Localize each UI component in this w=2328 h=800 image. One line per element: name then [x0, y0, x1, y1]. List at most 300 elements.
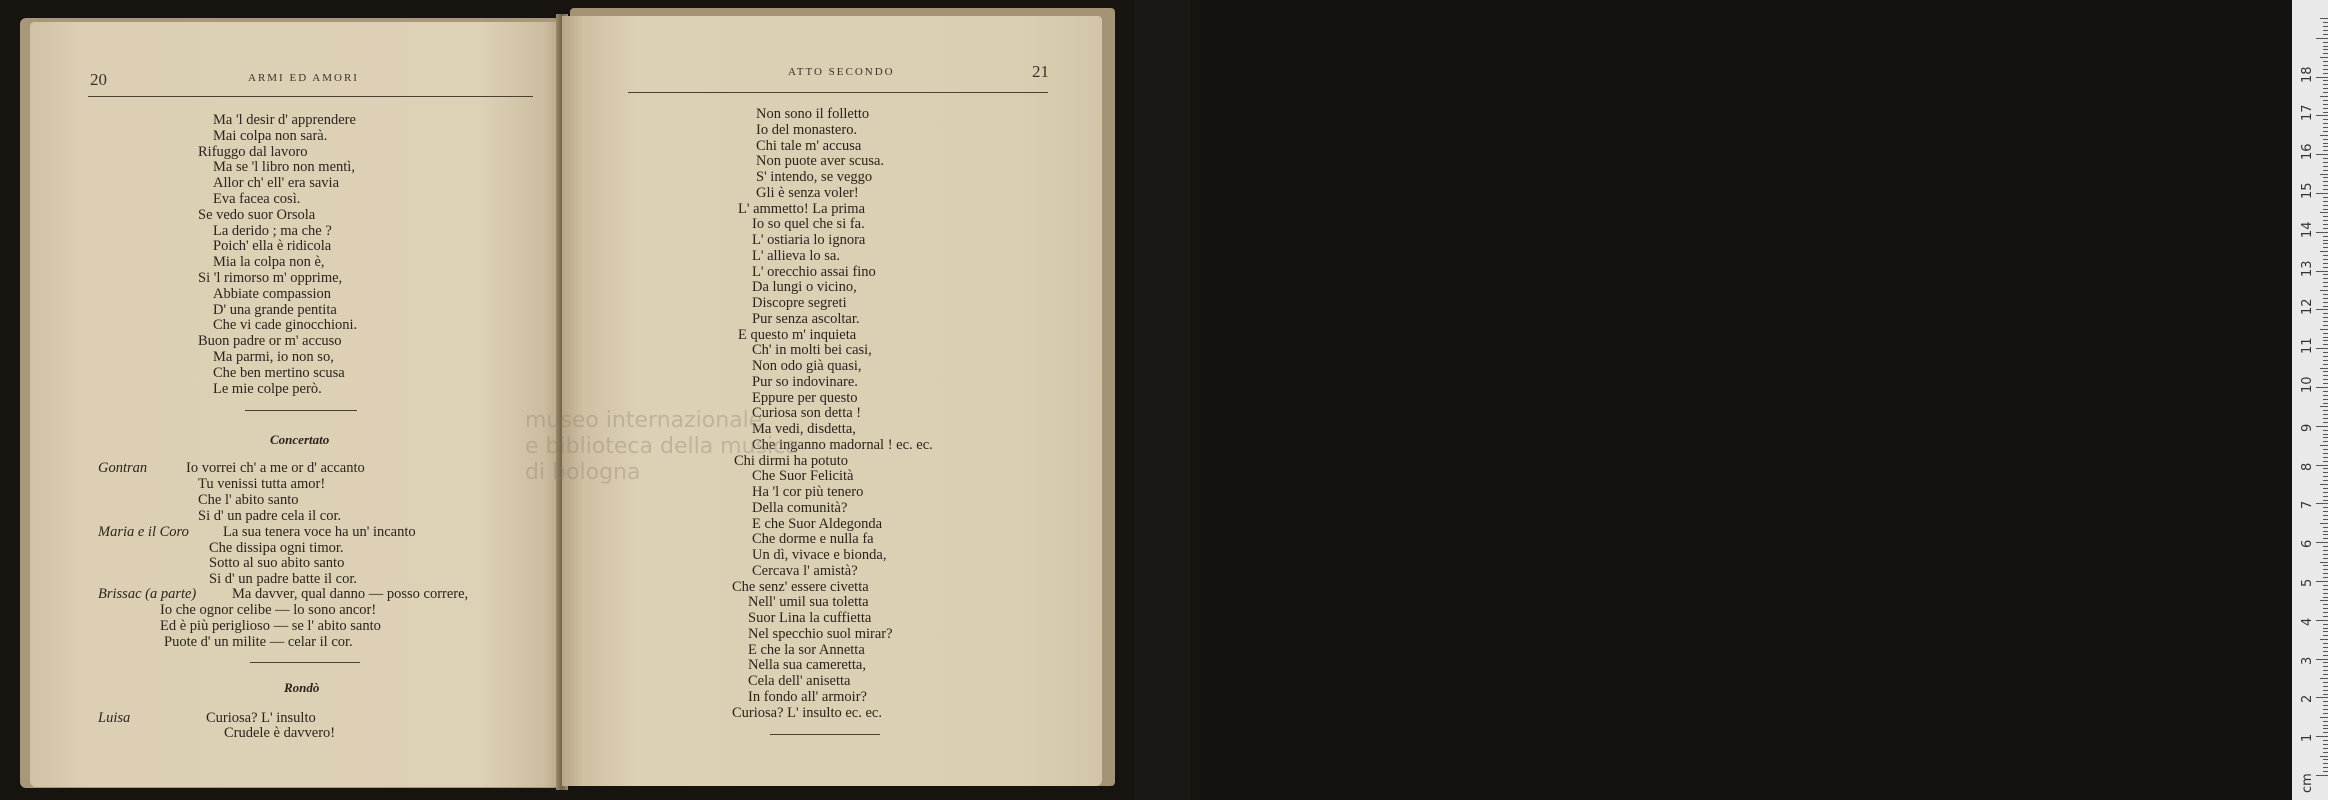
- ruler-tick: [2323, 457, 2328, 458]
- ruler-tick: [2323, 670, 2328, 671]
- ruler-tick: [2323, 286, 2328, 287]
- ruler-tick: [2323, 732, 2328, 733]
- ruler-tick: [2323, 139, 2328, 140]
- ruler-number: 4: [2300, 617, 2315, 626]
- ruler-tick: [2323, 383, 2328, 384]
- ruler-tick: [2320, 96, 2328, 97]
- verse-line: Cela dell' anisetta: [748, 673, 851, 689]
- verse-line: Nel specchio suol mirar?: [748, 625, 893, 642]
- ruler-tick: [2323, 84, 2328, 85]
- ruler-tick: [2316, 542, 2328, 543]
- section-title-concertato: Concertato: [270, 432, 330, 447]
- ruler-number: 16: [2300, 143, 2315, 161]
- ruler-tick: [2323, 216, 2328, 217]
- ruler-tick: [2323, 748, 2328, 749]
- ruler-tick: [2323, 554, 2328, 555]
- verse-line: Pur senza ascoltar.: [752, 310, 860, 327]
- ruler-tick: [2323, 344, 2328, 345]
- ruler-tick: [2323, 531, 2328, 532]
- ruler-tick: [2323, 403, 2328, 404]
- ruler-tick: [2316, 348, 2328, 349]
- ruler-tick: [2323, 647, 2328, 648]
- ruler-tick: [2323, 340, 2328, 341]
- ruler-tick: [2323, 201, 2328, 202]
- left-page: [30, 22, 560, 787]
- ruler-tick: [2323, 34, 2328, 35]
- verse-line: Tu venissi tutta amor!: [198, 476, 326, 492]
- ruler-tick: [2323, 705, 2328, 706]
- ruler-tick: [2323, 127, 2328, 128]
- ruler-tick: [2323, 725, 2328, 726]
- ruler-tick: [2323, 263, 2328, 264]
- ruler-tick: [2323, 662, 2328, 663]
- ruler-tick: [2323, 302, 2328, 303]
- ruler-tick: [2320, 756, 2328, 757]
- verse-line: Eva facea così.: [213, 191, 301, 207]
- ruler-tick: [2323, 468, 2328, 469]
- ruler-tick: [2323, 243, 2328, 244]
- ruler-tick: [2323, 224, 2328, 225]
- verse-line: Non puote aver scusa.: [756, 153, 885, 170]
- ruler-tick: [2323, 511, 2328, 512]
- verse-line: Allor ch' ell' era savia: [213, 175, 340, 192]
- verse-line: Della comunità?: [752, 499, 848, 516]
- ruler-tick: [2323, 333, 2328, 334]
- ruler-tick: [2323, 593, 2328, 594]
- verse-line: L' ammetto! La prima: [738, 200, 866, 217]
- verse-line: Ma se 'l libro non mentì,: [213, 159, 355, 176]
- verse-line: Se vedo suor Orsola: [198, 206, 316, 223]
- verse-line: Le mie colpe però.: [213, 380, 322, 397]
- ruler-tick: [2323, 364, 2328, 365]
- verse-line: Io che ognor celibe — lo sono ancor!: [160, 602, 377, 618]
- ruler-tick: [2323, 73, 2328, 74]
- ruler-tick: [2323, 150, 2328, 151]
- ruler-tick: [2323, 399, 2328, 400]
- ruler-tick: [2323, 104, 2328, 105]
- ruler-tick: [2323, 185, 2328, 186]
- ruler-tick: [2320, 290, 2328, 291]
- ruler-tick: [2323, 721, 2328, 722]
- verse-line: La sua tenera voce ha un' incanto: [223, 524, 416, 540]
- ruler-tick: [2323, 112, 2328, 113]
- ruler-tick: [2316, 659, 2328, 660]
- ruler-number: 18: [2300, 66, 2315, 83]
- ruler-tick: [2323, 391, 2328, 392]
- verse-line: Pur so indovinare.: [752, 373, 858, 390]
- ruler-tick: [2323, 628, 2328, 629]
- ruler-tick: [2316, 38, 2328, 39]
- verse-line: Gli è senza voler!: [756, 184, 859, 201]
- ruler-number: 14: [2300, 221, 2315, 238]
- ruler-tick: [2323, 519, 2328, 520]
- verse-line: Rifuggo dal lavoro: [198, 143, 308, 160]
- ruler-tick: [2320, 717, 2328, 718]
- ruler-tick: [2323, 682, 2328, 683]
- verse-line: Buon padre or m' accuso: [198, 333, 342, 350]
- verse-line: Che Suor Felicità: [752, 468, 854, 485]
- ruler-tick: [2320, 445, 2328, 446]
- ruler-number: 6: [2300, 539, 2315, 549]
- ruler-tick: [2316, 193, 2328, 194]
- speaker-maria-coro: Maria e il Coro: [98, 524, 189, 540]
- ruler-tick: [2323, 360, 2328, 361]
- ruler-tick: [2323, 166, 2328, 167]
- ruler-tick: [2323, 410, 2328, 411]
- ruler-tick: [2323, 515, 2328, 516]
- ruler-number: 9: [2300, 423, 2315, 432]
- ruler-tick: [2323, 80, 2328, 81]
- verse-line: Ma parmi, io non so,: [213, 349, 334, 365]
- ruler-tick: [2323, 26, 2328, 27]
- ruler-tick: [2316, 77, 2328, 78]
- verse-line: Che vi cade ginocchioni.: [213, 317, 358, 334]
- header-rule-right: [628, 92, 1048, 93]
- ruler-tick: [2323, 143, 2328, 144]
- ruler-tick: [2323, 197, 2328, 198]
- verse-line: Abbiate compassion: [213, 285, 331, 302]
- ruler-number: 15: [2300, 182, 2315, 199]
- ruler-tick: [2323, 100, 2328, 101]
- ruler-tick: [2320, 57, 2328, 58]
- ruler-tick: [2323, 337, 2328, 338]
- ruler-tick: [2323, 763, 2328, 764]
- ruler-tick: [2320, 368, 2328, 369]
- ruler-tick: [2323, 573, 2328, 574]
- verse-line: L' allieva lo sa.: [752, 247, 840, 264]
- ruler-tick: [2323, 418, 2328, 419]
- ruler-tick: [2320, 135, 2328, 136]
- verse-line: Che ben mertino scusa: [213, 364, 345, 381]
- ruler-tick: [2316, 736, 2328, 737]
- ruler-tick: [2320, 18, 2328, 19]
- ruler-tick: [2323, 375, 2328, 376]
- verse-line: E questo m' inquieta: [738, 326, 857, 343]
- ruler-tick: [2323, 69, 2328, 70]
- ruler-tick: [2323, 379, 2328, 380]
- ruler-tick: [2320, 212, 2328, 213]
- ruler-tick: [2323, 430, 2328, 431]
- ruler-tick: [2323, 597, 2328, 598]
- ruler-tick: [2323, 158, 2328, 159]
- ruler-tick: [2323, 538, 2328, 539]
- verse-line: Io vorrei ch' a me or d' accanto: [186, 460, 365, 476]
- ruler-tick: [2323, 371, 2328, 372]
- ruler-tick: [2323, 441, 2328, 442]
- ruler-tick: [2323, 325, 2328, 326]
- ruler-number: 1: [2300, 733, 2315, 743]
- ruler-tick: [2323, 255, 2328, 256]
- ruler-tick: [2323, 414, 2328, 415]
- ruler-tick: [2323, 608, 2328, 609]
- ruler-tick: [2323, 422, 2328, 423]
- ruler-tick: [2320, 329, 2328, 330]
- ruler-number: 12: [2300, 298, 2315, 316]
- ruler-tick: [2320, 174, 2328, 175]
- ruler-tick: [2316, 581, 2328, 582]
- verse-line: Eppure per questo: [752, 389, 858, 406]
- ruler-tick: [2323, 236, 2328, 237]
- verse-line: S' intendo, se veggo: [756, 169, 873, 185]
- ruler-tick: [2323, 274, 2328, 275]
- ruler-tick: [2323, 162, 2328, 163]
- ruler-tick: [2323, 752, 2328, 753]
- end-divider: [770, 734, 880, 735]
- ruler-number: 8: [2300, 462, 2315, 471]
- ruler-tick: [2320, 639, 2328, 640]
- ruler-tick: [2323, 119, 2328, 120]
- ruler-tick: [2323, 228, 2328, 229]
- ruler-tick: [2316, 697, 2328, 698]
- ruler-tick: [2323, 492, 2328, 493]
- ruler-tick: [2316, 620, 2328, 621]
- ruler-tick: [2320, 523, 2328, 524]
- ruler-tick: [2323, 577, 2328, 578]
- ruler-number: 2: [2300, 695, 2315, 704]
- ruler-tick: [2323, 42, 2328, 43]
- ruler-tick: [2323, 694, 2328, 695]
- ruler-tick: [2323, 61, 2328, 62]
- ruler-tick: [2323, 177, 2328, 178]
- ruler-tick: [2323, 461, 2328, 462]
- verse-line: Io so quel che si fa.: [752, 216, 865, 233]
- verse-line: Si 'l rimorso m' opprime,: [198, 270, 343, 286]
- header-rule-left: [88, 96, 533, 97]
- verse-line: Curiosa? L' insulto ec. ec.: [732, 704, 882, 721]
- section-divider: [250, 662, 360, 663]
- ruler-number: 11: [2300, 337, 2315, 355]
- verse-line: Ha 'l cor più tenero: [752, 484, 864, 500]
- ruler-tick: [2323, 131, 2328, 132]
- ruler-tick: [2323, 713, 2328, 714]
- verse-line: Mai colpa non sarà.: [213, 127, 328, 144]
- verse-line: Ch' in molti bei casi,: [752, 342, 872, 359]
- ruler-tick: [2323, 624, 2328, 625]
- ruler-tick: [2323, 259, 2328, 260]
- right-page: [562, 16, 1102, 786]
- verse-line: Si d' un padre batte il cor.: [209, 571, 357, 587]
- ruler-tick: [2323, 643, 2328, 644]
- ruler-tick: [2323, 604, 2328, 605]
- verse-line: Non sono il folletto: [756, 106, 870, 122]
- ruler-tick: [2323, 655, 2328, 656]
- ruler-tick: [2316, 154, 2328, 155]
- ruler-tick: [2323, 53, 2328, 54]
- ruler-tick: [2323, 205, 2328, 206]
- ruler-tick: [2323, 294, 2328, 295]
- verse-line: Puote d' un milite — celar il cor.: [164, 634, 353, 650]
- ruler-tick: [2323, 651, 2328, 652]
- ruler-tick: [2323, 317, 2328, 318]
- verse-line: Cercava l' amistà?: [752, 562, 858, 579]
- ruler-tick: [2323, 500, 2328, 501]
- verse-line: L' ostiaria lo ignora: [752, 232, 866, 248]
- ruler-tick: [2323, 453, 2328, 454]
- verse-line: Discopre segreti: [752, 295, 847, 311]
- ruler-tick: [2323, 49, 2328, 50]
- verse-line: In fondo all' armoir?: [748, 688, 867, 705]
- ruler-tick: [2323, 534, 2328, 535]
- measuring-ruler: [1134, 0, 2315, 800]
- ruler-tick: [2323, 472, 2328, 473]
- ruler-tick: [2323, 728, 2328, 729]
- ruler-tick: [2323, 220, 2328, 221]
- verse-line: Sotto al suo abito santo: [209, 555, 345, 571]
- ruler-tick: [2320, 678, 2328, 679]
- verse-line: Un dì, vivace e bionda,: [752, 547, 887, 563]
- verse-line: Chi tale m' accusa: [756, 137, 862, 154]
- ruler-tick: [2323, 550, 2328, 551]
- ruler-tick: [2316, 465, 2328, 466]
- page-number-right: 21: [1032, 62, 1049, 81]
- verse-line: Nella sua cameretta,: [748, 657, 866, 674]
- ruler-tick: [2323, 558, 2328, 559]
- ruler-tick: [2323, 395, 2328, 396]
- ruler-tick: [2316, 232, 2328, 233]
- verse-line: Mia la colpa non è,: [213, 254, 325, 271]
- watermark-line-1: museo internazionale: [525, 408, 763, 433]
- verse-line: Che l' abito santo: [198, 492, 299, 508]
- ruler-tick: [2323, 565, 2328, 566]
- ruler-tick: [2320, 600, 2328, 601]
- speaker-gontran: Gontran: [98, 460, 148, 476]
- verse-line: Che dorme e nulla fa: [752, 531, 874, 548]
- ruler-tick: [2323, 189, 2328, 190]
- ruler-tick: [2323, 612, 2328, 613]
- ruler-tick: [2320, 251, 2328, 252]
- verse-line: Che inganno madornal ! ec. ec.: [752, 436, 933, 453]
- section-title-rondo: Rondò: [284, 680, 320, 695]
- ruler-tick: [2323, 123, 2328, 124]
- ruler-number: 13: [2300, 260, 2315, 277]
- ruler-tick: [2323, 674, 2328, 675]
- ruler-strip: [2292, 0, 2328, 800]
- verse-line: Ma davver, qual danno — posso correre,: [232, 586, 469, 602]
- verse-line: Io del monastero.: [756, 121, 858, 138]
- verse-line: Suor Lina la cuffietta: [748, 610, 872, 626]
- running-head-right: ATTO SECONDO: [788, 66, 895, 78]
- verse-line: Nell' umil sua toletta: [748, 594, 869, 611]
- speaker-luisa: Luisa: [98, 710, 131, 726]
- ruler-tick: [2323, 759, 2328, 760]
- ruler-tick: [2323, 437, 2328, 438]
- ruler-tick: [2323, 46, 2328, 47]
- ruler-tick: [2323, 476, 2328, 477]
- ruler-tick: [2323, 569, 2328, 570]
- verse-line: Non odo già quasi,: [752, 358, 862, 374]
- verse-line: E che la sor Annetta: [748, 641, 865, 658]
- ruler-tick: [2323, 488, 2328, 489]
- watermark-line-2: e biblioteca della musica: [525, 434, 799, 459]
- verse-line: Ma vedi, disdetta,: [752, 421, 856, 437]
- ruler-tick: [2323, 449, 2328, 450]
- ruler-tick: [2323, 306, 2328, 307]
- ruler-tick: [2323, 92, 2328, 93]
- verse-line: D' una grande pentita: [213, 301, 337, 318]
- ruler-tick: [2323, 701, 2328, 702]
- ruler-tick: [2323, 247, 2328, 248]
- ruler-tick: [2323, 313, 2328, 314]
- ruler-tick: [2323, 282, 2328, 283]
- verse-line: Chi dirmi ha potuto: [734, 452, 848, 469]
- ruler-tick: [2316, 115, 2328, 116]
- ruler-tick: [2323, 88, 2328, 89]
- verse-line: E che Suor Aldegonda: [752, 515, 883, 532]
- verse-line: Si d' un padre cela il cor.: [198, 508, 342, 524]
- ruler-tick: [2323, 146, 2328, 147]
- ruler-number: 5: [2300, 578, 2315, 587]
- ruler-tick: [2323, 65, 2328, 66]
- ruler-tick: [2316, 503, 2328, 504]
- ruler-tick: [2323, 321, 2328, 322]
- ruler-number: 7: [2300, 501, 2315, 510]
- watermark-line-3: di bologna: [525, 460, 641, 485]
- verse-line: Ma 'l desir d' apprendere: [213, 112, 356, 128]
- ruler-tick: [2323, 635, 2328, 636]
- ruler-tick: [2323, 108, 2328, 109]
- ruler-tick: [2316, 775, 2328, 776]
- verse-line: Ed è più periglioso — se l' abito santo: [160, 618, 381, 634]
- ruler-tick: [2323, 686, 2328, 687]
- ruler-tick: [2323, 170, 2328, 171]
- running-head-left: ARMI ED AMORI: [248, 72, 359, 84]
- verse-line: Crudele è davvero!: [224, 725, 336, 741]
- verse-line: Che senz' essere civetta: [732, 578, 869, 595]
- ruler-tick: [2323, 690, 2328, 691]
- ruler-tick: [2323, 278, 2328, 279]
- ruler-number: 3: [2300, 656, 2315, 665]
- ruler-tick: [2323, 585, 2328, 586]
- ruler-tick: [2323, 434, 2328, 435]
- ruler-tick: [2323, 480, 2328, 481]
- ruler-tick: [2323, 507, 2328, 508]
- ruler-tick: [2320, 562, 2328, 563]
- verse-line: La derido ; ma che ?: [213, 222, 332, 239]
- speaker-brissac: Brissac (a parte): [98, 586, 197, 602]
- verse-line: Curiosa son detta !: [752, 405, 862, 422]
- ruler-tick: [2323, 666, 2328, 667]
- verse-line: Da lungi o vicino,: [752, 279, 857, 296]
- ruler-tick: [2316, 309, 2328, 310]
- ruler-unit: cm: [2300, 773, 2315, 793]
- ruler-tick: [2323, 352, 2328, 353]
- ruler-tick: [2323, 496, 2328, 497]
- verse-line: L' orecchio assai fino: [752, 263, 876, 280]
- ruler-tick: [2323, 209, 2328, 210]
- ruler-tick: [2323, 30, 2328, 31]
- ruler-tick: [2323, 767, 2328, 768]
- ruler-tick: [2316, 426, 2328, 427]
- ruler-tick: [2316, 387, 2328, 388]
- ruler-tick: [2323, 589, 2328, 590]
- ruler-number: 10: [2300, 376, 2315, 393]
- ruler-tick: [2320, 406, 2328, 407]
- ruler-tick: [2323, 356, 2328, 357]
- page-number-left: 20: [90, 70, 107, 89]
- ruler-tick: [2323, 771, 2328, 772]
- verse-line: Curiosa? L' insulto: [206, 710, 316, 726]
- ruler-tick: [2323, 240, 2328, 241]
- ruler-tick: [2323, 709, 2328, 710]
- verse-line: Che dissipa ogni timor.: [209, 540, 344, 556]
- ruler-tick: [2323, 744, 2328, 745]
- ruler-tick: [2323, 22, 2328, 23]
- section-divider: [245, 410, 357, 411]
- ruler-tick: [2323, 267, 2328, 268]
- verse-line: Poich' ella è ridicola: [213, 238, 332, 255]
- ruler-tick: [2323, 546, 2328, 547]
- ruler-tick: [2323, 631, 2328, 632]
